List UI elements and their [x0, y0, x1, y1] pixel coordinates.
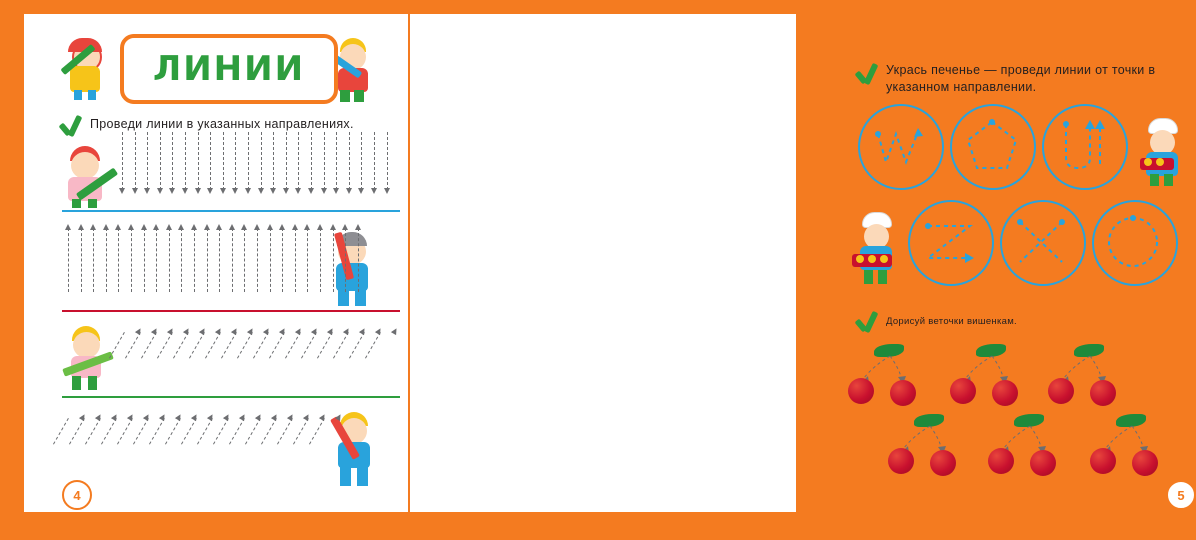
arrowhead-icon: [65, 224, 71, 230]
trace-stroke-diagonal: [117, 418, 133, 444]
cherry-berry: [1048, 378, 1074, 404]
cherry-berry: [1090, 448, 1116, 474]
arrowhead-icon: [103, 224, 109, 230]
trace-stroke-vertical: [169, 228, 171, 292]
trace-stroke-vertical: [282, 228, 284, 292]
trace-stroke-vertical: [358, 228, 360, 292]
trace-stroke-vertical: [273, 132, 275, 190]
trace-stroke-diagonal: [189, 332, 205, 358]
trace-stroke-diagonal: [205, 332, 221, 358]
cherry-berry: [988, 448, 1014, 474]
cookie-zigzag: [858, 104, 944, 190]
trace-stroke-diagonal: [125, 332, 141, 358]
arrowhead-icon: [169, 188, 175, 194]
title-banner: [120, 34, 338, 104]
trace-stroke-diagonal: [69, 418, 85, 444]
cherry-berry: [1090, 380, 1116, 406]
arrowhead-icon: [90, 224, 96, 230]
trace-stroke-diagonal: [221, 332, 237, 358]
trace-stroke-vertical: [122, 132, 124, 190]
trace-stroke-diagonal: [213, 418, 229, 444]
arrowhead-icon: [216, 224, 222, 230]
arrowhead-icon: [119, 188, 125, 194]
arrowhead-icon: [128, 224, 134, 230]
check-icon-right-bottom: [856, 310, 878, 334]
trace-stroke-vertical: [361, 132, 363, 190]
trace-stroke-vertical: [144, 228, 146, 292]
arrowhead-icon: [166, 224, 172, 230]
trace-stroke-diagonal: [293, 418, 309, 444]
right-page: [410, 14, 1185, 512]
trace-stroke-vertical: [160, 132, 162, 190]
arrowhead-icon: [358, 188, 364, 194]
trace-stroke-vertical: [118, 228, 120, 292]
arrowhead-icon: [254, 224, 260, 230]
trace-stroke-vertical: [198, 132, 200, 190]
page-number-right: 5: [1166, 480, 1196, 510]
right-instruction-top: Укрась печенье — проведи линии от точки в указанном направлении.: [886, 63, 1156, 94]
cherry-berry: [930, 450, 956, 476]
trace-stroke-diagonal: [157, 332, 173, 358]
cookie-zed: [908, 200, 994, 286]
trace-stroke-vertical: [333, 228, 335, 292]
trace-stroke-diagonal: [101, 418, 117, 444]
arrowhead-icon: [207, 188, 213, 194]
trace-stroke-diagonal: [149, 418, 165, 444]
check-icon-left: [60, 114, 82, 138]
arrowhead-icon: [204, 224, 210, 230]
trace-stroke-vertical: [235, 132, 237, 190]
trace-stroke-diagonal: [133, 418, 149, 444]
trace-stroke-vertical: [248, 132, 250, 190]
trace-stroke-vertical: [93, 228, 95, 292]
trace-stroke-diagonal: [173, 332, 189, 358]
cherry-berry: [890, 380, 916, 406]
arrowhead-icon: [153, 224, 159, 230]
trace-stroke-vertical: [261, 132, 263, 190]
trace-stroke-vertical: [172, 132, 174, 190]
arrowhead-icon: [333, 188, 339, 194]
kid-band-4: [326, 412, 384, 486]
arrowhead-icon: [295, 188, 301, 194]
kid-band-1: [60, 146, 118, 208]
arrowhead-icon: [141, 224, 147, 230]
arrowhead-icon: [292, 224, 298, 230]
trace-stroke-vertical: [345, 228, 347, 292]
arrowhead-icon: [270, 188, 276, 194]
cherry-berry: [1030, 450, 1056, 476]
arrowhead-icon: [144, 188, 150, 194]
cherry-berry: [992, 380, 1018, 406]
trace-stroke-vertical: [286, 132, 288, 190]
arrowhead-icon: [232, 188, 238, 194]
trace-stroke-vertical: [349, 132, 351, 190]
trace-stroke-diagonal: [85, 418, 101, 444]
trace-stroke-diagonal: [245, 418, 261, 444]
arrowhead-icon: [182, 188, 188, 194]
cookie-circle: [1092, 200, 1178, 286]
trace-stroke-vertical: [311, 132, 313, 190]
arrowhead-icon: [391, 327, 399, 335]
right-instruction-bottom: Дорисуй веточки вишенкам.: [886, 316, 1017, 327]
cherry-berry: [848, 378, 874, 404]
arrowhead-icon: [342, 224, 348, 230]
trace-stroke-vertical: [131, 228, 133, 292]
trace-stroke-vertical: [147, 132, 149, 190]
arrowhead-icon: [78, 224, 84, 230]
trace-stroke-vertical: [295, 228, 297, 292]
arrowhead-icon: [330, 224, 336, 230]
arrowhead-icon: [355, 224, 361, 230]
arrowhead-icon: [245, 188, 251, 194]
trace-stroke-vertical: [81, 228, 83, 292]
trace-stroke-vertical: [244, 228, 246, 292]
page-number-left: 4: [62, 480, 92, 510]
kid-band-3: [60, 326, 122, 392]
trace-stroke-vertical: [156, 228, 158, 292]
check-icon-right-top: [856, 62, 878, 86]
trace-stroke-vertical: [135, 132, 137, 190]
arrowhead-icon: [279, 224, 285, 230]
cherry-berry: [888, 448, 914, 474]
trace-stroke-diagonal: [197, 418, 213, 444]
cookie-hook: [1042, 104, 1128, 190]
trace-stroke-vertical: [207, 228, 209, 292]
arrowhead-icon: [346, 188, 352, 194]
trace-stroke-diagonal: [277, 418, 293, 444]
arrowhead-icon: [241, 224, 247, 230]
arrowhead-icon: [317, 224, 323, 230]
trace-stroke-vertical: [106, 228, 108, 292]
chef-top-right: [1134, 118, 1192, 186]
trace-stroke-diagonal: [349, 332, 365, 358]
page-title: ЛИНИИ: [152, 49, 306, 89]
trace-stroke-diagonal: [53, 418, 69, 444]
trace-stroke-vertical: [257, 228, 259, 292]
trace-stroke-diagonal: [365, 332, 381, 358]
arrowhead-icon: [258, 188, 264, 194]
trace-stroke-vertical: [181, 228, 183, 292]
trace-stroke-vertical: [336, 132, 338, 190]
trace-stroke-vertical: [324, 132, 326, 190]
trace-stroke-vertical: [210, 132, 212, 190]
trace-stroke-diagonal: [261, 418, 277, 444]
trace-stroke-vertical: [219, 228, 221, 292]
arrowhead-icon: [115, 224, 121, 230]
trace-stroke-vertical: [320, 228, 322, 292]
left-instruction: Проведи линии в указанных направлениях.: [90, 117, 354, 131]
arrowhead-icon: [267, 224, 273, 230]
arrowhead-icon: [229, 224, 235, 230]
trace-stroke-vertical: [185, 132, 187, 190]
arrowhead-icon: [178, 224, 184, 230]
left-page: [24, 14, 408, 512]
cherry-berry: [1132, 450, 1158, 476]
arrowhead-icon: [371, 188, 377, 194]
trace-stroke-vertical: [270, 228, 272, 292]
trace-stroke-diagonal: [309, 418, 325, 444]
trace-stroke-diagonal: [301, 332, 317, 358]
kid-top-left: [60, 38, 114, 100]
trace-stroke-vertical: [223, 132, 225, 190]
trace-stroke-diagonal: [285, 332, 301, 358]
trace-stroke-diagonal: [181, 418, 197, 444]
trace-stroke-vertical: [232, 228, 234, 292]
trace-stroke-diagonal: [229, 418, 245, 444]
trace-stroke-vertical: [298, 132, 300, 190]
trace-stroke-diagonal: [237, 332, 253, 358]
arrowhead-icon: [283, 188, 289, 194]
trace-stroke-vertical: [307, 228, 309, 292]
chef-mid-left: [850, 212, 906, 284]
divider-3: [62, 396, 400, 398]
cookie-cross: [1000, 200, 1086, 286]
arrowhead-icon: [157, 188, 163, 194]
divider-1: [62, 210, 400, 212]
trace-stroke-vertical: [68, 228, 70, 292]
trace-stroke-diagonal: [165, 418, 181, 444]
trace-stroke-vertical: [387, 132, 389, 190]
arrowhead-icon: [308, 188, 314, 194]
arrowhead-icon: [132, 188, 138, 194]
arrowhead-icon: [384, 188, 390, 194]
trace-stroke-diagonal: [317, 332, 333, 358]
cookie-pentagon: [950, 104, 1036, 190]
cherry-berry: [950, 378, 976, 404]
trace-stroke-vertical: [194, 228, 196, 292]
trace-stroke-vertical: [374, 132, 376, 190]
arrowhead-icon: [195, 188, 201, 194]
arrowhead-icon: [220, 188, 226, 194]
trace-stroke-diagonal: [269, 332, 285, 358]
arrowhead-icon: [191, 224, 197, 230]
trace-stroke-diagonal: [141, 332, 157, 358]
arrowhead-icon: [321, 188, 327, 194]
trace-stroke-diagonal: [333, 332, 349, 358]
divider-2: [62, 310, 400, 312]
arrowhead-icon: [304, 224, 310, 230]
trace-stroke-diagonal: [253, 332, 269, 358]
